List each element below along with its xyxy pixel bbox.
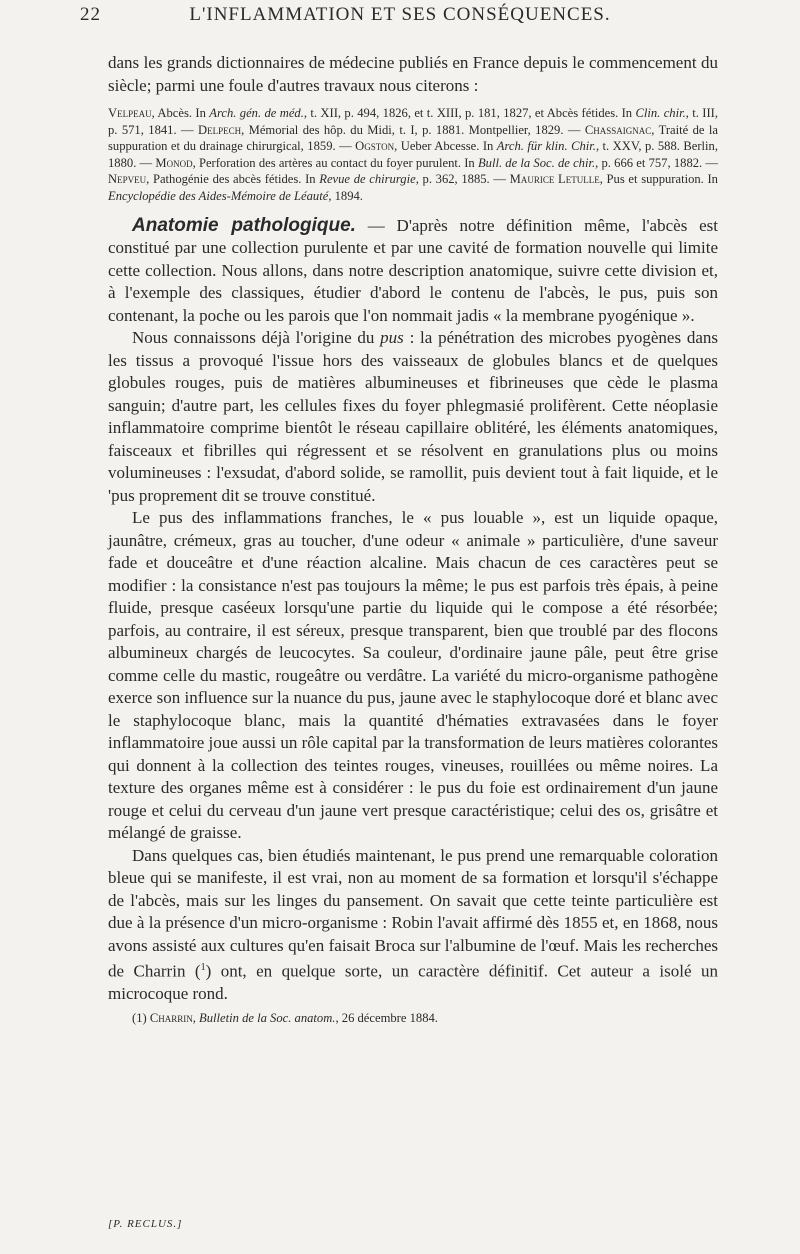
ref-author: Maurice Letulle [509,172,600,187]
section-heading: Anatomie pathologique. [132,214,356,236]
ref-journal: Arch. gén. de méd. [209,106,304,120]
bibliography: Velpeau, Abcès. In Arch. gén. de méd., t. XII, p. 494, 1826, et t. XIII, p. 181, 1827, et Abcès fétides. In Clin. chir., t. III, p. 571, 1841. — Delpech, Mémorial des hôp. du Midi, t. I, p. 1881. Montpellier, 1829. — Chassaignac, Traité de la suppuration et du drainage chirurgical, 1859. — Ogston, Ueber Abcesse. In Arch. für klin. Chir., t. XXV, p. 588. Berlin, 1880. — Monod, Perforation des artères au contact du foyer purulent. In Bull. de la Soc. de chir., p. 666 et 757, 1882. — Nepveu, Pathogénie des abcès fétides. In Revue de chirurgie, p. 362, 1885. — Maurice Letulle, Pus et suppuration. In Encyclopédie des Aides-Mémoire de Léauté, 1894. [108,106,719,203]
signature: [P. RECLUS.] [108,1218,183,1230]
ref-author: Delpech [197,122,242,137]
footnote-marker: 1 [200,962,206,974]
emphasis: pus [380,328,404,348]
ref-author: Ogston [355,139,395,154]
ref-author: Nepveu [108,172,147,187]
ref-journal: Encyclopédie des Aides-Mémoire de Léauté [108,188,329,203]
page-header [0,4,800,40]
body-paragraph: Nous connaissons déjà l'origine du pus : la pénétration des microbes pyogènes dans les tissus a provoqué l'issue hors des vaisseaux de globules blancs et de quelques globules rouges, puis de matières albumineuses et fibrineuses que cède le plasma sanguin; d'autre part, les cellules fixes du foyer phlegmasié prolifèrent. Cette néoplasie inflammatoire comprime bientôt le réseau capillaire oblitéré, les éléments anatomiques, faisceaux et fibrilles qui régressent et se résolvent en granulations plus ou moins volumineuses : l'exsudat, d'abord solide, se ramollit, puis devient tout à fait liquide, et le 'pus proprement dit se trouve constitué. [108,328,718,505]
section-paragraph: Anatomie pathologique. — D'après notre définition même, l'abcès est constitué par une collection purulente et par une cavité de formation nouvelle qui limite cette collection. Nous allons, dans notre description anatomique, suivre cette division et, à l'exemple des classiques, étudier d'abord le contenu de l'abcès, le pus, puis son contenant, la poche ou les parois que l'on nommait jadis « la membrane pyogénique ». [108,214,718,325]
ref-author: Chassaignac [584,122,652,137]
running-title: L'INFLAMMATION ET SES CONSÉQUENCES. [189,4,611,25]
footnote: (1) Charrin, Bulletin de la Soc. anatom., 26 décembre 1884. [132,1010,438,1025]
ref-journal: Clin. chir. [635,106,686,120]
body-paragraph: Le pus des inflammations franches, le « pus louable », est un liquide opaque, jaunâtre, crémeux, gras au toucher, d'une odeur « animale » particulière, d'une saveur fade et douceâtre et d'une réaction alcaline. Mais chacun de ces caractères peut se modifier : la consistance n'est pas toujours la même; le pus est parfois très épais, à peine fluide, presque caséeux lorsqu'une partie du liquide qui le compose a été résorbée; parfois, au contraire, il est séreux, presque transparent, bien que troublé par des flocons albumineux chargés de leucocytes. Sa couleur, d'ordinaire jaune pâle, peut être grise comme celle du mastic, rougeâtre ou verdâtre. La variété du micro-organisme pathogène exerce son influence sur la nuance du pus, jaune avec le staphylocoque doré et blanc avec le staphylocoque blanc, mais la quantité d'hématies extravasées dans le foyer inflammatoire joue aussi un rôle capital par la transformation de leurs matières colorantes qui donnent à la collection des teintes rouges, vineuses, rouillées ou même noires. La texture des organes même est à considérer : le pus du foie est ordinairement d'un jaune rouge et celui du cerveau d'un jaune vert presque caractéristique; celui des os, grisâtre et mélangé de graisse. [108,508,718,843]
footnote-journal: Bulletin de la Soc. anatom. [199,1010,336,1025]
ref-journal: Arch. für klin. Chir. [496,139,596,154]
ref-journal: Revue de chirurgie [319,172,416,187]
footnote-author: Charrin [149,1010,193,1025]
ref-author: Velpeau [108,106,152,120]
ref-author: Monod [155,155,193,170]
page-number: 22 [80,4,101,25]
ref-journal: Bull. de la Soc. de chir. [477,155,596,170]
intro-paragraph: dans les grands dictionnaires de médecine publiés en France depuis le commencement du siècle; parmi une foule d'autres travaux nous citerons : [108,53,718,95]
page-content [108,52,718,1026]
body-paragraph: Dans quelques cas, bien étudiés maintenant, le pus prend une remarquable coloration bleue qui se manifeste, il est vrai, non au moment de sa formation et lorsqu'il s'échappe de l'abcès, mais sur les linges du pansement. On savait que cette teinte particulière est due à la présence d'un micro-organisme : Robin l'avait affirmé dès 1855 et, en 1868, nous avons assisté aux cultures qu'en faisait Broca sur l'albumine de l'œuf. Mais les recherches de Charrin ($^1$) ont, en quelque sorte, un caractère définitif. Cet auteur a isolé un microcoque rond. [108,845,719,1004]
